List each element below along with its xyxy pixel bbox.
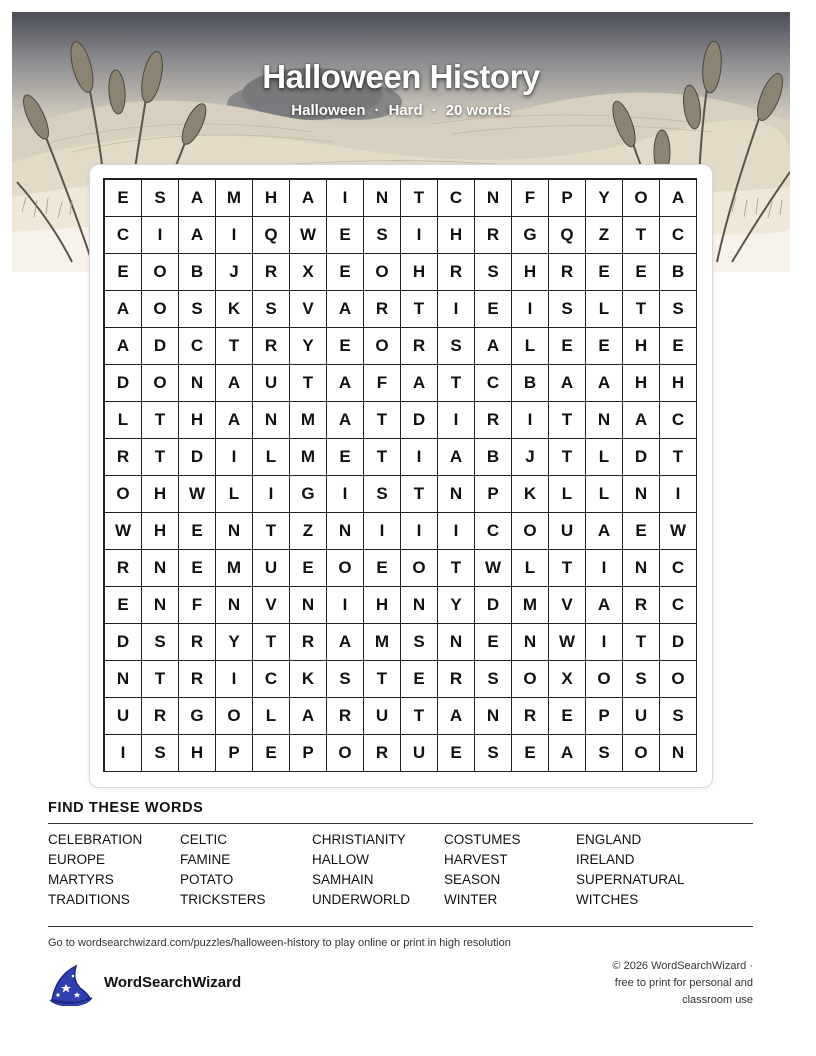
grid-cell[interactable]: J xyxy=(512,439,549,476)
grid-cell[interactable]: Y xyxy=(438,587,475,624)
grid-cell[interactable]: T xyxy=(401,476,438,513)
grid-cell[interactable]: J xyxy=(216,254,253,291)
grid-cell[interactable]: N xyxy=(512,624,549,661)
grid-cell[interactable]: O xyxy=(623,180,660,217)
grid-cell[interactable]: F xyxy=(364,365,401,402)
grid-cell[interactable]: S xyxy=(401,624,438,661)
grid-cell[interactable]: C xyxy=(475,513,512,550)
grid-cell[interactable]: C xyxy=(105,217,142,254)
grid-cell[interactable]: I xyxy=(512,291,549,328)
grid-cell[interactable]: S xyxy=(475,254,512,291)
grid-cell[interactable]: N xyxy=(142,587,179,624)
grid-cell[interactable]: T xyxy=(549,402,586,439)
grid-cell[interactable]: W xyxy=(660,513,697,550)
grid-cell[interactable]: O xyxy=(327,550,364,587)
grid-cell[interactable]: T xyxy=(364,661,401,698)
grid-cell[interactable]: E xyxy=(105,180,142,217)
grid-cell[interactable]: C xyxy=(475,365,512,402)
word-item: SAMHAIN xyxy=(312,872,374,887)
grid-cell[interactable]: P xyxy=(216,735,253,772)
grid-cell[interactable]: A xyxy=(401,365,438,402)
grid-cell[interactable]: C xyxy=(438,180,475,217)
word-item: FAMINE xyxy=(180,852,231,867)
grid-cell[interactable]: S xyxy=(660,291,697,328)
grid-cell[interactable]: E xyxy=(438,735,475,772)
grid-cell[interactable]: B xyxy=(660,254,697,291)
grid-cell[interactable]: L xyxy=(105,402,142,439)
grid-cell[interactable]: S xyxy=(142,735,179,772)
grid-cell[interactable]: O xyxy=(142,291,179,328)
grid-cell[interactable]: R xyxy=(549,254,586,291)
grid-cell[interactable]: A xyxy=(438,439,475,476)
grid-cell[interactable]: S xyxy=(364,217,401,254)
grid-cell[interactable]: A xyxy=(327,365,364,402)
grid-cell[interactable]: O xyxy=(216,698,253,735)
grid-cell[interactable]: T xyxy=(401,180,438,217)
grid-cell[interactable]: I xyxy=(105,735,142,772)
grid-cell[interactable]: M xyxy=(290,402,327,439)
grid-cell[interactable]: E xyxy=(327,439,364,476)
grid-cell[interactable]: M xyxy=(290,439,327,476)
grid-cell[interactable]: H xyxy=(438,217,475,254)
grid-cell[interactable]: F xyxy=(179,587,216,624)
grid-cell[interactable]: R xyxy=(327,698,364,735)
grid-cell[interactable]: I xyxy=(438,402,475,439)
grid-cell[interactable]: A xyxy=(290,698,327,735)
grid-cell[interactable]: E xyxy=(253,735,290,772)
puzzle-meta xyxy=(12,102,790,119)
grid-cell[interactable]: K xyxy=(216,291,253,328)
grid-cell[interactable]: V xyxy=(290,291,327,328)
word-item: CELTIC xyxy=(180,832,228,847)
word-item: POTATO xyxy=(180,872,234,887)
grid-cell[interactable]: V xyxy=(549,587,586,624)
grid-cell[interactable]: R xyxy=(512,698,549,735)
grid-cell[interactable]: M xyxy=(216,180,253,217)
grid-cell[interactable]: A xyxy=(105,328,142,365)
grid-cell[interactable]: T xyxy=(142,661,179,698)
grid-cell[interactable]: N xyxy=(142,550,179,587)
grid-cell[interactable]: N xyxy=(216,513,253,550)
grid-cell[interactable]: E xyxy=(327,328,364,365)
word-item: CELEBRATION xyxy=(48,832,143,847)
grid-cell[interactable]: T xyxy=(142,439,179,476)
grid-cell[interactable]: T xyxy=(660,439,697,476)
grid-cell[interactable]: T xyxy=(401,291,438,328)
grid-cell[interactable]: E xyxy=(549,328,586,365)
grid-cell[interactable]: R xyxy=(290,624,327,661)
grid-cell[interactable]: U xyxy=(364,698,401,735)
grid-cell[interactable]: S xyxy=(475,735,512,772)
grid-cell[interactable]: T xyxy=(549,550,586,587)
grid-cell[interactable]: R xyxy=(364,291,401,328)
grid-cell[interactable]: O xyxy=(142,365,179,402)
category-label: Halloween xyxy=(291,102,366,119)
grid-cell[interactable]: U xyxy=(253,550,290,587)
grid-cell[interactable]: E xyxy=(475,291,512,328)
grid-cell[interactable]: N xyxy=(105,661,142,698)
grid-cell[interactable]: Y xyxy=(290,328,327,365)
grid-cell[interactable]: A xyxy=(179,180,216,217)
grid-cell[interactable]: T xyxy=(216,328,253,365)
grid-cell[interactable]: Q xyxy=(549,217,586,254)
grid-cell[interactable]: L xyxy=(253,698,290,735)
grid-cell[interactable]: C xyxy=(660,402,697,439)
grid-cell[interactable]: E xyxy=(327,217,364,254)
grid-cell[interactable]: D xyxy=(623,439,660,476)
grid-cell[interactable]: D xyxy=(401,402,438,439)
grid-cell[interactable]: E xyxy=(623,254,660,291)
grid-cell[interactable]: G xyxy=(290,476,327,513)
word-count-label: 20 words xyxy=(445,102,511,119)
copyright-line: free to print for personal and xyxy=(614,977,753,989)
difficulty-label: Hard xyxy=(388,102,423,119)
grid-cell[interactable]: A xyxy=(290,180,327,217)
grid-cell[interactable]: T xyxy=(438,365,475,402)
grid-cell[interactable]: O xyxy=(512,513,549,550)
grid-cell[interactable]: A xyxy=(623,402,660,439)
grid-cell[interactable]: S xyxy=(364,476,401,513)
grid-cell[interactable]: W xyxy=(105,513,142,550)
grid-cell[interactable]: T xyxy=(290,365,327,402)
grid-cell[interactable]: E xyxy=(660,328,697,365)
grid-cell[interactable]: L xyxy=(216,476,253,513)
grid-cell[interactable]: A xyxy=(105,291,142,328)
grid-cell[interactable]: F xyxy=(512,180,549,217)
grid-cell[interactable]: K xyxy=(512,476,549,513)
grid-cell[interactable]: B xyxy=(179,254,216,291)
word-item: UNDERWORLD xyxy=(312,892,411,907)
grid-cell[interactable]: P xyxy=(586,698,623,735)
grid-cell[interactable]: P xyxy=(549,180,586,217)
grid-cell[interactable]: I xyxy=(660,476,697,513)
grid-cell[interactable]: A xyxy=(586,587,623,624)
grid-cell[interactable]: I xyxy=(401,439,438,476)
grid-cell[interactable]: I xyxy=(438,291,475,328)
grid-cell[interactable]: A xyxy=(327,291,364,328)
grid-cell[interactable]: R xyxy=(253,328,290,365)
grid-cell[interactable]: T xyxy=(401,698,438,735)
grid-cell[interactable]: M xyxy=(216,550,253,587)
grid-cell[interactable]: I xyxy=(586,624,623,661)
grid-cell[interactable]: A xyxy=(586,365,623,402)
grid-cell[interactable]: U xyxy=(401,735,438,772)
grid-cell[interactable]: Z xyxy=(290,513,327,550)
grid-cell[interactable]: S xyxy=(142,624,179,661)
grid-cell[interactable]: I xyxy=(401,513,438,550)
word-item: HARVEST xyxy=(444,852,508,867)
grid-cell[interactable]: D xyxy=(105,365,142,402)
grid-cell[interactable]: N xyxy=(179,365,216,402)
grid-cell[interactable]: W xyxy=(290,217,327,254)
grid-cell[interactable]: E xyxy=(586,254,623,291)
word-item: MARTYRS xyxy=(48,872,114,887)
grid-cell[interactable]: E xyxy=(327,254,364,291)
word-item: WINTER xyxy=(444,892,498,907)
grid-cell[interactable]: T xyxy=(364,402,401,439)
grid-cell[interactable]: S xyxy=(623,661,660,698)
grid-cell[interactable]: R xyxy=(105,439,142,476)
grid-cell[interactable]: H xyxy=(364,587,401,624)
word-item: TRADITIONS xyxy=(48,892,130,907)
grid-cell[interactable]: H xyxy=(401,254,438,291)
grid-cell[interactable]: L xyxy=(512,550,549,587)
grid-cell[interactable]: H xyxy=(623,365,660,402)
grid-cell[interactable]: G xyxy=(179,698,216,735)
grid-cell[interactable]: C xyxy=(660,550,697,587)
grid-cell[interactable]: T xyxy=(623,291,660,328)
grid-cell[interactable]: I xyxy=(216,439,253,476)
grid-cell[interactable]: O xyxy=(327,735,364,772)
grid-cell[interactable]: E xyxy=(586,328,623,365)
grid-cell[interactable]: U xyxy=(105,698,142,735)
grid-cell[interactable]: D xyxy=(142,328,179,365)
grid-cell[interactable]: N xyxy=(290,587,327,624)
grid-cell[interactable]: E xyxy=(179,513,216,550)
grid-cell[interactable]: I xyxy=(401,217,438,254)
wizard-hat-icon xyxy=(46,962,94,1006)
grid-cell[interactable]: N xyxy=(623,476,660,513)
grid-cell[interactable]: C xyxy=(660,217,697,254)
grid-cell[interactable]: E xyxy=(105,587,142,624)
grid-cell[interactable]: H xyxy=(142,476,179,513)
grid-cell[interactable]: U xyxy=(253,365,290,402)
grid-cell[interactable]: Z xyxy=(586,217,623,254)
grid-cell[interactable]: I xyxy=(142,217,179,254)
grid-cell[interactable]: H xyxy=(660,365,697,402)
grid-cell[interactable]: T xyxy=(142,402,179,439)
title-block xyxy=(12,58,790,119)
grid-cell[interactable]: L xyxy=(586,476,623,513)
grid-cell[interactable]: A xyxy=(179,217,216,254)
word-item: HALLOW xyxy=(312,852,370,867)
grid-cell[interactable]: N xyxy=(475,698,512,735)
grid-cell[interactable]: P xyxy=(290,735,327,772)
grid-cell[interactable]: H xyxy=(623,328,660,365)
grid-cell[interactable]: S xyxy=(327,661,364,698)
grid-cell[interactable]: R xyxy=(142,698,179,735)
grid-cell[interactable]: L xyxy=(549,476,586,513)
grid-cell[interactable]: T xyxy=(253,624,290,661)
grid-cell[interactable]: Y xyxy=(586,180,623,217)
word-list xyxy=(48,832,753,908)
grid-cell[interactable]: N xyxy=(623,550,660,587)
word-item: EUROPE xyxy=(48,852,106,867)
grid-cell[interactable]: E xyxy=(549,698,586,735)
grid-cell[interactable]: C xyxy=(253,661,290,698)
grid-cell[interactable]: A xyxy=(586,513,623,550)
copyright-line: classroom use xyxy=(682,994,753,1006)
grid-cell[interactable]: I xyxy=(512,402,549,439)
grid-cell[interactable]: I xyxy=(216,661,253,698)
grid-cell[interactable]: I xyxy=(327,476,364,513)
grid-cell[interactable]: E xyxy=(290,550,327,587)
grid-cell[interactable]: M xyxy=(364,624,401,661)
grid-cell[interactable]: R xyxy=(179,624,216,661)
grid-cell[interactable]: I xyxy=(327,180,364,217)
grid-cell[interactable]: R xyxy=(475,402,512,439)
grid-cell[interactable]: A xyxy=(660,180,697,217)
grid-cell[interactable]: E xyxy=(401,661,438,698)
grid-cell[interactable]: X xyxy=(549,661,586,698)
grid-cell[interactable]: G xyxy=(512,217,549,254)
grid-cell[interactable]: N xyxy=(438,476,475,513)
divider xyxy=(48,823,753,824)
grid-cell[interactable]: N xyxy=(216,587,253,624)
grid-cell[interactable]: R xyxy=(253,254,290,291)
grid-cell[interactable]: I xyxy=(438,513,475,550)
grid-cell[interactable]: R xyxy=(179,661,216,698)
grid-cell[interactable]: O xyxy=(660,661,697,698)
grid-cell[interactable]: M xyxy=(512,587,549,624)
grid-cell[interactable]: W xyxy=(475,550,512,587)
grid-cell[interactable]: E xyxy=(623,513,660,550)
grid-cell[interactable]: T xyxy=(253,513,290,550)
grid-cell[interactable]: E xyxy=(364,550,401,587)
grid-cell[interactable]: E xyxy=(179,550,216,587)
grid-cell[interactable]: N xyxy=(401,587,438,624)
grid-cell[interactable]: D xyxy=(105,624,142,661)
grid-cell[interactable]: B xyxy=(475,439,512,476)
grid-cell[interactable]: R xyxy=(401,328,438,365)
word-item: CHRISTIANITY xyxy=(312,832,406,847)
grid-cell[interactable]: A xyxy=(438,698,475,735)
grid-cell[interactable]: R xyxy=(623,587,660,624)
grid-cell[interactable]: T xyxy=(623,217,660,254)
grid-cell[interactable]: R xyxy=(475,217,512,254)
grid-cell[interactable]: R xyxy=(105,550,142,587)
grid-cell[interactable]: S xyxy=(142,180,179,217)
grid-cell[interactable]: T xyxy=(364,439,401,476)
grid-cell[interactable]: B xyxy=(512,365,549,402)
grid-cell[interactable]: S xyxy=(549,291,586,328)
grid-cell[interactable]: I xyxy=(327,587,364,624)
grid-cell[interactable]: E xyxy=(512,735,549,772)
grid-cell[interactable]: Y xyxy=(216,624,253,661)
grid-cell[interactable]: D xyxy=(179,439,216,476)
grid-cell[interactable]: A xyxy=(216,402,253,439)
grid-cell[interactable]: N xyxy=(327,513,364,550)
grid-cell[interactable]: O xyxy=(623,735,660,772)
meta-separator: · xyxy=(374,102,380,119)
page-title: Halloween History xyxy=(262,58,540,95)
grid-cell[interactable]: C xyxy=(179,328,216,365)
grid-cell[interactable]: E xyxy=(475,624,512,661)
grid-cell[interactable]: T xyxy=(549,439,586,476)
brand-name[interactable]: WordSearchWizard xyxy=(104,974,242,991)
grid-cell[interactable]: S xyxy=(179,291,216,328)
grid-cell[interactable]: U xyxy=(549,513,586,550)
grid-cell[interactable]: R xyxy=(364,735,401,772)
grid-cell[interactable]: C xyxy=(660,587,697,624)
grid-cell[interactable]: W xyxy=(179,476,216,513)
grid-cell[interactable]: H xyxy=(142,513,179,550)
grid-cell[interactable]: T xyxy=(438,550,475,587)
footer-link-text[interactable]: Go to wordsearchwizard.com/puzzles/halloween-history to play online or print in high resolution xyxy=(48,937,511,949)
grid-cell[interactable]: S xyxy=(438,328,475,365)
copyright-text xyxy=(583,958,753,1009)
grid-cell[interactable]: L xyxy=(512,328,549,365)
grid-cell[interactable]: X xyxy=(290,254,327,291)
grid-cell[interactable]: D xyxy=(475,587,512,624)
grid-cell[interactable]: O xyxy=(512,661,549,698)
word-list-heading: FIND THESE WORDS xyxy=(48,800,204,816)
word-item: IRELAND xyxy=(576,852,635,867)
grid-cell[interactable]: K xyxy=(290,661,327,698)
grid-cell[interactable]: T xyxy=(623,624,660,661)
grid-cell[interactable]: Q xyxy=(253,217,290,254)
grid-cell[interactable]: A xyxy=(216,365,253,402)
grid-cell[interactable]: H xyxy=(179,402,216,439)
word-item: WITCHES xyxy=(576,892,639,907)
grid-cell[interactable]: I xyxy=(586,550,623,587)
letter-grid[interactable] xyxy=(103,178,697,772)
grid-cell[interactable]: A xyxy=(549,735,586,772)
grid-cell[interactable]: D xyxy=(660,624,697,661)
grid-cell[interactable]: L xyxy=(586,291,623,328)
grid-cell[interactable]: N xyxy=(364,180,401,217)
divider xyxy=(48,926,753,927)
grid-cell[interactable]: R xyxy=(438,254,475,291)
meta-separator: · xyxy=(431,102,437,119)
grid-cell[interactable]: E xyxy=(105,254,142,291)
grid-cell[interactable]: I xyxy=(364,513,401,550)
grid-cell[interactable]: N xyxy=(586,402,623,439)
grid-cell[interactable]: H xyxy=(179,735,216,772)
grid-cell[interactable]: I xyxy=(216,217,253,254)
grid-cell[interactable]: V xyxy=(253,587,290,624)
grid-cell[interactable]: I xyxy=(253,476,290,513)
grid-cell[interactable]: A xyxy=(475,328,512,365)
grid-cell[interactable]: N xyxy=(660,735,697,772)
grid-cell[interactable]: O xyxy=(586,661,623,698)
grid-cell[interactable]: O xyxy=(401,550,438,587)
word-item: SUPERNATURAL xyxy=(576,872,685,887)
word-item: TRICKSTERS xyxy=(180,892,266,907)
grid-cell[interactable]: O xyxy=(105,476,142,513)
grid-cell[interactable]: W xyxy=(549,624,586,661)
grid-cell[interactable]: P xyxy=(475,476,512,513)
grid-cell[interactable]: O xyxy=(142,254,179,291)
grid-cell[interactable]: O xyxy=(364,328,401,365)
grid-cell[interactable]: N xyxy=(438,624,475,661)
grid-cell[interactable]: A xyxy=(327,402,364,439)
word-item: COSTUMES xyxy=(444,832,521,847)
grid-cell[interactable]: S xyxy=(660,698,697,735)
grid-cell[interactable]: U xyxy=(623,698,660,735)
word-item: SEASON xyxy=(444,872,501,887)
grid-cell[interactable]: H xyxy=(512,254,549,291)
copyright-line: © 2026 WordSearchWizard · xyxy=(612,960,753,972)
grid-cell[interactable]: S xyxy=(586,735,623,772)
grid-cell[interactable]: N xyxy=(253,402,290,439)
grid-cell[interactable]: H xyxy=(253,180,290,217)
grid-cell[interactable]: S xyxy=(475,661,512,698)
grid-cell[interactable]: A xyxy=(549,365,586,402)
grid-cell[interactable]: O xyxy=(364,254,401,291)
grid-cell[interactable]: S xyxy=(253,291,290,328)
grid-cell[interactable]: R xyxy=(438,661,475,698)
grid-cell[interactable]: A xyxy=(327,624,364,661)
grid-cell[interactable]: L xyxy=(586,439,623,476)
word-item: ENGLAND xyxy=(576,832,642,847)
grid-cell[interactable]: L xyxy=(253,439,290,476)
grid-cell[interactable]: N xyxy=(475,180,512,217)
